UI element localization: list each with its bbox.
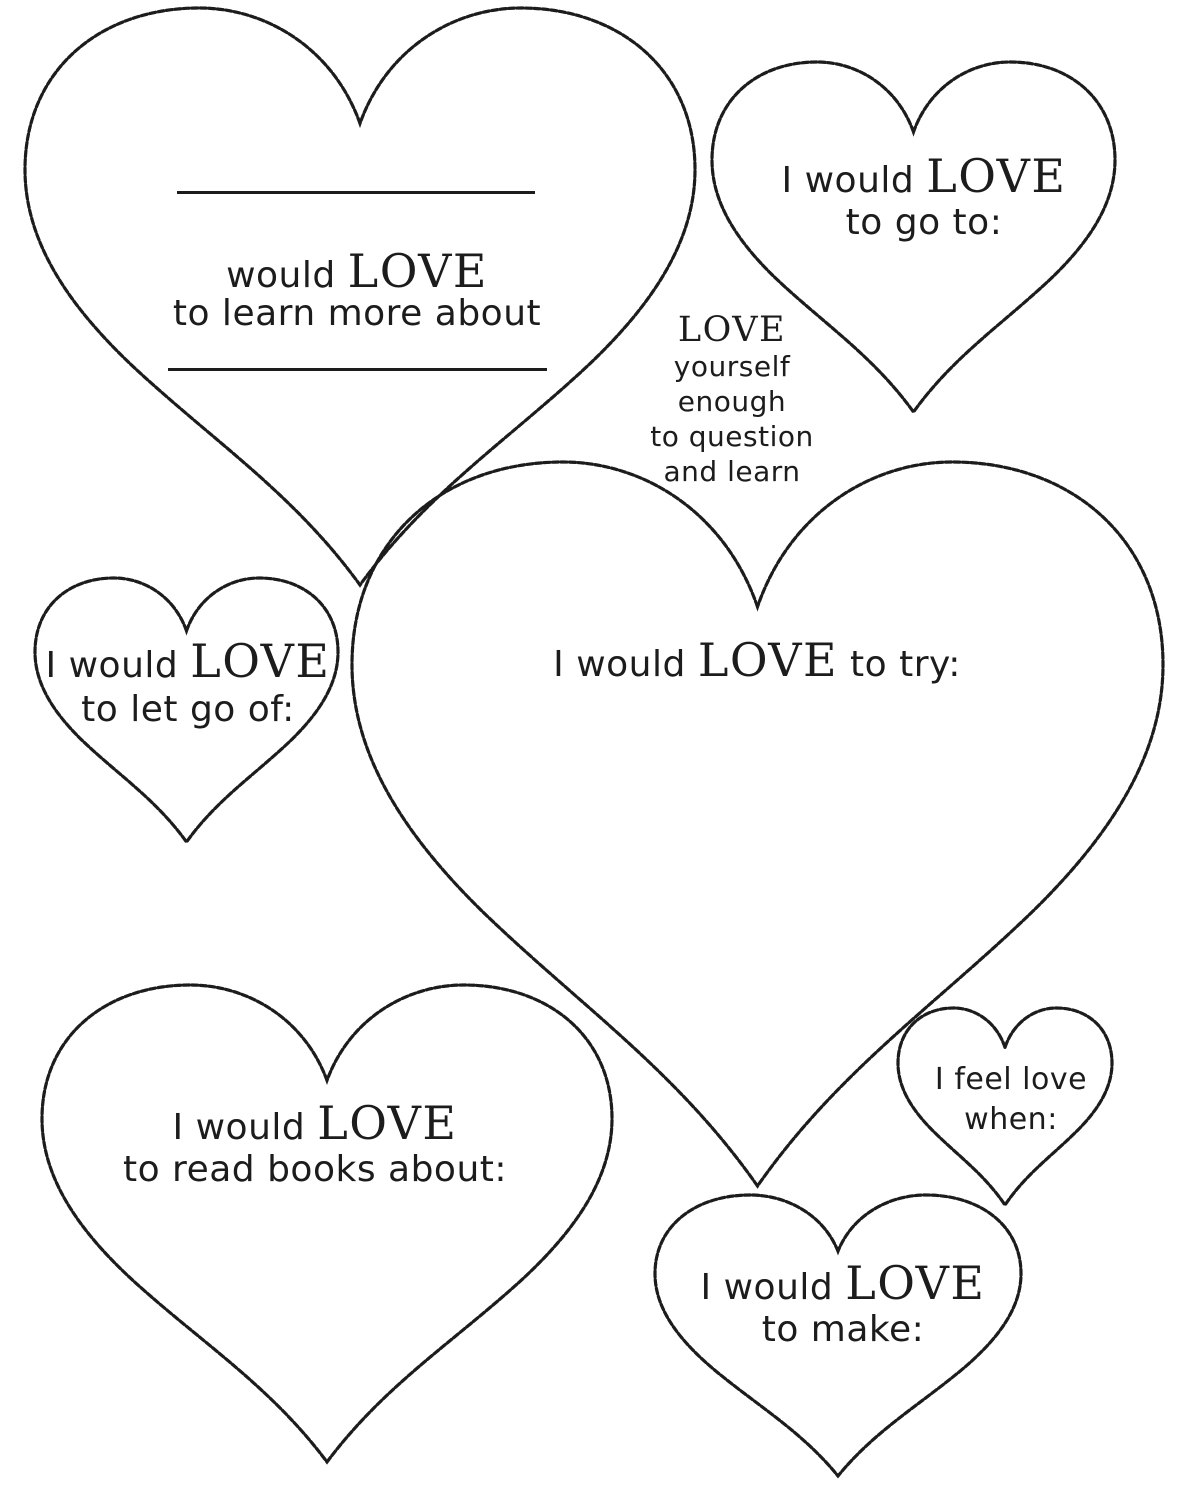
quote-love-yourself (650, 310, 814, 489)
quote-line: to question (650, 420, 814, 453)
love-word: LOVE (697, 633, 839, 687)
love-word: LOVE (347, 244, 488, 298)
read-books-line-1 (123, 1096, 507, 1150)
heart-go-to-text (781, 149, 1067, 244)
heart-feel-love-text (935, 1060, 1087, 1140)
try-suffix: to try: (850, 644, 961, 685)
learn-more-line-2: to learn more about (172, 293, 542, 334)
fill-in-blank-name (177, 191, 535, 194)
love-word: LOVE (317, 1096, 458, 1150)
love-word: LOVE (677, 310, 787, 350)
heart-let-go-text (45, 634, 331, 732)
go-to-line-2: to go to: (845, 202, 1003, 243)
make-prefix: I would (700, 1267, 834, 1308)
fill-in-blank-topic (168, 368, 547, 371)
quote-line: yourself (673, 350, 791, 383)
love-word: LOVE (190, 634, 331, 688)
try-line-1 (553, 633, 961, 687)
heart-try-text (553, 633, 961, 687)
read-books-line-2: to read books about: (122, 1149, 508, 1190)
let-go-line-1 (45, 634, 331, 688)
learn-more-line-1 (173, 244, 541, 298)
heart-make-text (700, 1256, 986, 1351)
make-line-2: to make: (761, 1309, 925, 1350)
heart-learn-more-text (172, 244, 542, 334)
love-word: LOVE (926, 149, 1067, 203)
feel-love-line-2: when: (964, 1102, 1058, 1137)
feel-love-line-1: I feel love (934, 1062, 1088, 1097)
learn-more-prefix: would (226, 255, 336, 296)
heart-read-books-outline-icon (42, 985, 612, 1462)
try-prefix: I would (553, 644, 686, 685)
quote-line: and learn (663, 455, 801, 488)
make-line-1 (700, 1256, 986, 1310)
go-to-prefix: I would (781, 160, 915, 201)
love-word: LOVE (845, 1256, 986, 1310)
let-go-prefix: I would (45, 645, 179, 686)
go-to-line-1 (781, 149, 1067, 203)
read-books-prefix: I would (172, 1107, 306, 1148)
quote-line (650, 310, 813, 350)
heart-read-books-text (122, 1096, 508, 1191)
let-go-line-2: to let go of: (81, 689, 295, 730)
quote-line: enough (677, 385, 787, 418)
